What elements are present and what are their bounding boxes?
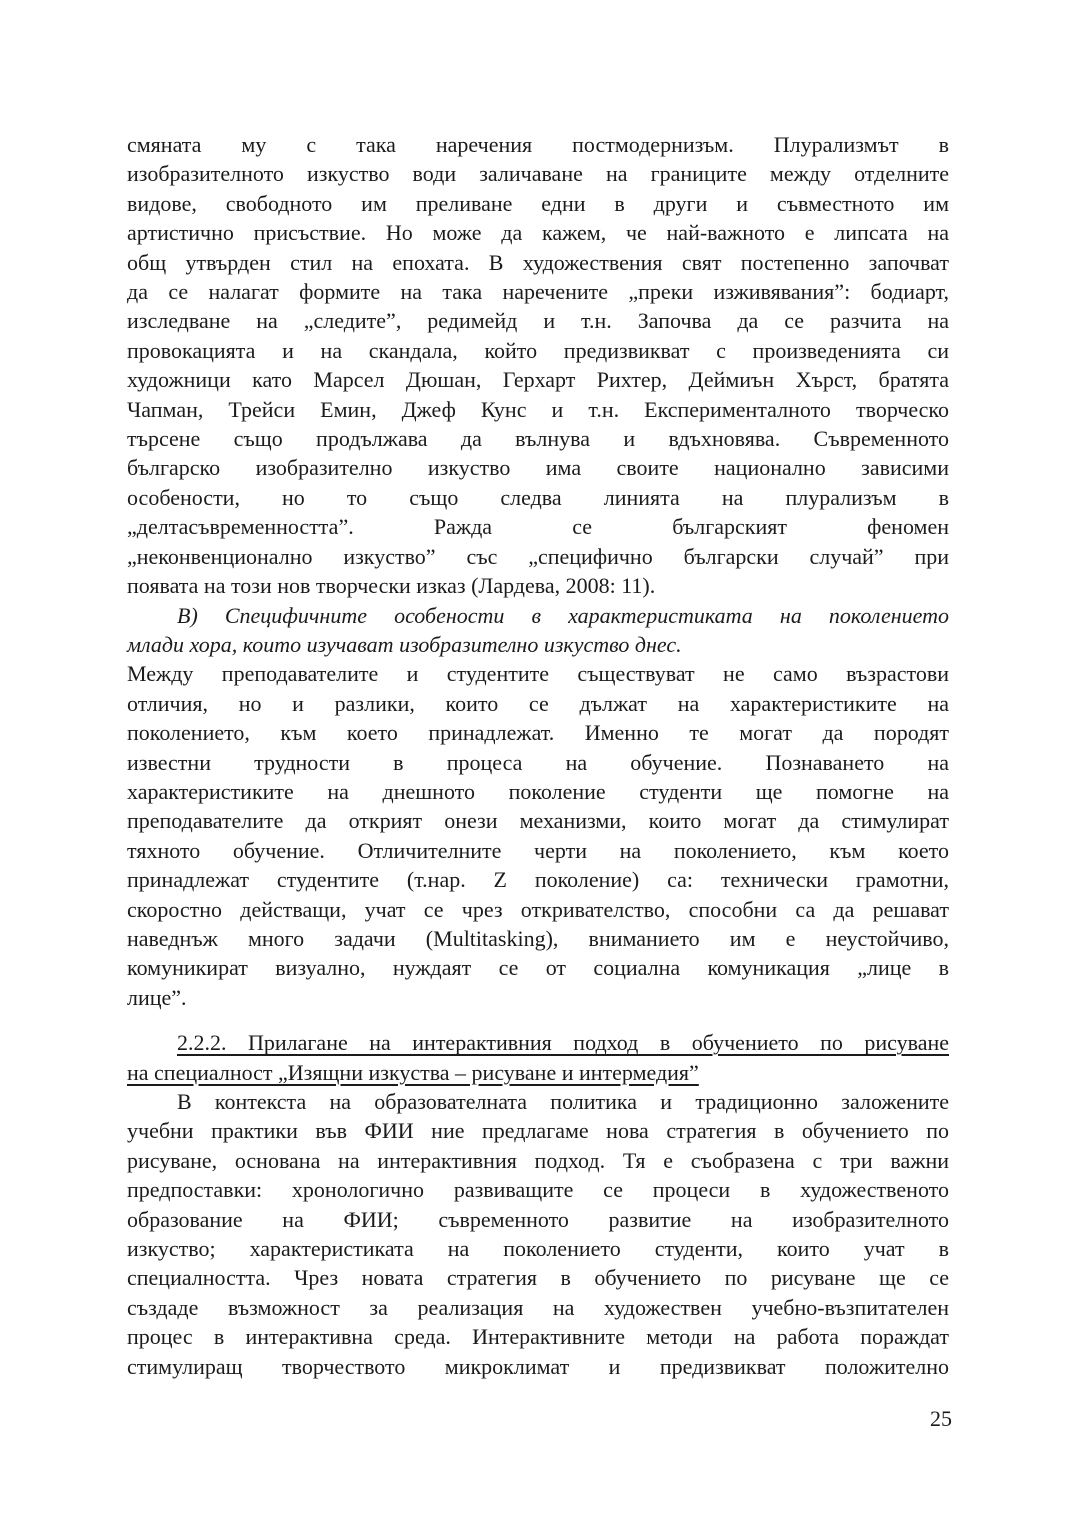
text-line: процес в интерактивна среда. Интерактивните методи на работа пораждат [127,1324,949,1350]
text-line: наведнъж много задачи (Multitasking), вниманието им е неустойчиво, [127,925,949,951]
text-line: учебни практики във ФИИ ние предлагаме нова стратегия в обучението по [127,1118,949,1144]
text-line: артистично присъствие. Но може да кажем, че най-важното е липсата на [127,220,949,246]
text-line: създаде възможност за реализация на художествен учебно-възпитателен [127,1294,949,1320]
text-line: да се налагат формите на така наречените „преки изживявания”: бодиарт, [127,279,949,305]
text-line: скоростно действащи, учат се чрез откривателство, способни са да решават [127,896,949,922]
text-line: появата на този нов творчески изказ (Лардева, 2008: 11). [127,573,656,599]
paragraph-continued [127,130,949,601]
subsection-heading-b [127,601,949,660]
page-number: 25 [930,1406,952,1431]
text-block [127,130,949,1381]
text-line: В) Специфичните особености в характеристиката на поколението [177,602,949,628]
text-line: образование на ФИИ; съвременното развитие на изобразителното [127,1206,949,1232]
text-line: стимулиращ творчеството микроклимат и предизвикват положително [127,1353,949,1379]
text-line: смяната му с така наречения постмодернизъм. Плурализмът в [127,132,949,157]
text-line: млади хора, които изучават изобразително изкуство днес. [127,631,682,657]
text-line: Между преподавателите и студентите съществуват не само възрастови [127,661,949,687]
text-line: комуникират визуално, нуждаят се от социална комуникация „лице в [127,955,949,981]
text-line: 2.2.2. Прилагане на интерактивния подход в обучението по рисуване [177,1030,949,1056]
text-line: на специалност „Изящни изкуства – рисуване и интермедия” [127,1059,699,1085]
text-line: художници като Марсел Дюшан, Герхарт Рихтер, Деймиън Хърст, братята [127,367,949,393]
text-line: особености, но то също следва линията на плурализъм в [127,484,949,510]
text-line: поколението, към което принадлежат. Именно те могат да породят [127,720,949,746]
text-line: предпоставки: хронологично развиващите се процеси в художественото [127,1177,949,1203]
paragraph-strategy [127,1087,949,1381]
text-line: преподавателите да открият онези механизми, които могат да стимулират [127,808,949,834]
text-line: търсене също продължава да вълнува и вдъхновява. Съвременното [127,426,949,452]
text-line: изобразителното изкуство води заличаване на границите между отделните [127,161,949,187]
text-line: провокацията и на скандала, който предизвикват с произведенията си [127,337,949,363]
text-line: Чапман, Трейси Емин, Джеф Кунс и т.н. Експерименталното творческо [127,396,949,422]
text-line: отличия, но и разлики, които се дължат на характеристиките на [127,690,949,716]
text-line: общ утвърден стил на епохата. В художествения свят постепенно започват [127,249,949,275]
text-line: специалността. Чрез новата стратегия в обучението по рисуване ще се [127,1265,949,1291]
text-line: „делтасъвременността”. Ражда се българският феномен [127,514,949,540]
section-heading-2-2-2 [127,1028,949,1087]
text-line: видове, свободното им преливане едни в други и съвместното им [127,190,949,216]
text-line: характеристиките на днешното поколение студенти ще помогне на [127,778,949,804]
text-line: „неконвенционално изкуство” със „специфично български случай” при [127,543,949,569]
text-line: В контекста на образователната политика и традиционно заложените [177,1089,949,1114]
text-line: изкуство; характеристиката на поколението студенти, които учат в [127,1236,949,1262]
text-line: рисуване, основана на интерактивния подход. Тя е съобразена с три важни [127,1147,949,1173]
text-line: лице”. [127,984,187,1010]
text-line: известни трудности в процеса на обучение. Познаването на [127,749,949,775]
text-line: тяхното обучение. Отличителните черти на поколението, към което [127,837,949,863]
paragraph-generation-z [127,659,949,1012]
text-line: българско изобразително изкуство има своите национално зависими [127,455,949,481]
text-line: изследване на „следите”, редимейд и т.н. Започва да се разчита на [127,308,949,334]
text-line: принадлежат студентите (т.нар. Z поколение) са: технически грамотни, [127,867,949,893]
